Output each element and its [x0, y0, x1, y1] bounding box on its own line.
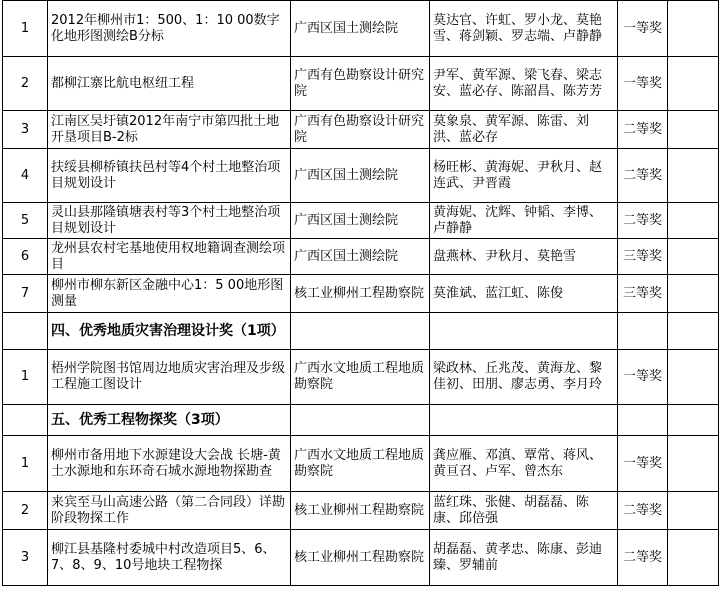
extra-cell [668, 530, 719, 586]
index-cell: 2 [3, 57, 48, 111]
grade-cell: 一等奖 [618, 1, 668, 57]
unit-cell: 广西有色勘察设计研究院 [291, 111, 430, 149]
extra-cell [668, 492, 719, 530]
project-name-cell: 都柳江寨比航电枢纽工程 [48, 57, 291, 111]
project-name-cell: 灵山县那隆镇塘表村等3个村土地整治项目规划设计 [48, 203, 291, 239]
index-cell [3, 313, 48, 350]
extra-cell [668, 149, 719, 203]
table-row [3, 492, 719, 530]
unit-cell: 广西有色勘察设计研究院 [291, 57, 430, 111]
grade-cell: 二等奖 [618, 530, 668, 586]
section-header-row [3, 405, 719, 436]
project-name-cell: 柳州市备用地下水源建设大会战 长塘-黄土水源地和东环奇石城水源地物探勘查 [48, 436, 291, 492]
people-cell: 黄海妮、沈辉、钟韬、李博、卢静静 [430, 203, 618, 239]
table-row [3, 275, 719, 313]
unit-cell: 核工业柳州工程勘察院 [291, 275, 430, 313]
extra-cell [668, 350, 719, 405]
people-cell: 尹军、黄军源、梁飞春、梁志安、蓝必存、陈韶昌、陈芳芳 [430, 57, 618, 111]
extra-cell [668, 1, 719, 57]
extra-cell [668, 275, 719, 313]
index-cell: 3 [3, 111, 48, 149]
people-cell [430, 313, 618, 350]
extra-cell [668, 57, 719, 111]
index-cell: 6 [3, 239, 48, 275]
index-cell: 3 [3, 530, 48, 586]
extra-cell [668, 239, 719, 275]
unit-cell [291, 313, 430, 350]
unit-cell [291, 405, 430, 436]
table-row [3, 530, 719, 586]
people-cell: 莫达官、许虹、罗小龙、莫艳雪、蒋剑颖、罗志端、卢静静 [430, 1, 618, 57]
unit-cell: 广西水文地质工程地质勘察院 [291, 436, 430, 492]
extra-cell [668, 203, 719, 239]
grade-cell: 三等奖 [618, 239, 668, 275]
unit-cell: 广西区国土测绘院 [291, 203, 430, 239]
grade-cell: 二等奖 [618, 203, 668, 239]
grade-cell: 二等奖 [618, 492, 668, 530]
project-name-cell: 梧州学院图书馆周边地质灾害治理及步级工程施工图设计 [48, 350, 291, 405]
unit-cell: 广西区国土测绘院 [291, 239, 430, 275]
table-row [3, 203, 719, 239]
unit-cell: 核工业柳州工程勘察院 [291, 530, 430, 586]
people-cell: 胡磊磊、黄孝忠、陈康、彭迪臻、罗辅前 [430, 530, 618, 586]
table-row [3, 111, 719, 149]
grade-cell [618, 405, 668, 436]
section-title: 五、优秀工程物探奖（3项） [48, 405, 291, 436]
table-row [3, 149, 719, 203]
table-row [3, 1, 719, 57]
people-cell: 梁政林、丘兆茂、黄海龙、黎佳初、田朋、廖志勇、李月玲 [430, 350, 618, 405]
section-title: 四、优秀地质灾害治理设计奖（1项） [48, 313, 291, 350]
unit-cell: 广西区国土测绘院 [291, 1, 430, 57]
grade-cell: 二等奖 [618, 111, 668, 149]
grade-cell: 一等奖 [618, 350, 668, 405]
index-cell: 4 [3, 149, 48, 203]
project-name-cell: 柳江县基隆村委城中村改造项目5、6、7、8、9、10号地块工程物探 [48, 530, 291, 586]
index-cell: 7 [3, 275, 48, 313]
extra-cell [668, 111, 719, 149]
section-header-row [3, 313, 719, 350]
project-name-cell: 江南区吴圩镇2012年南宁市第四批土地开垦项目B-2标 [48, 111, 291, 149]
extra-cell [668, 405, 719, 436]
index-cell: 2 [3, 492, 48, 530]
unit-cell: 核工业柳州工程勘察院 [291, 492, 430, 530]
grade-cell: 二等奖 [618, 149, 668, 203]
extra-cell [668, 313, 719, 350]
unit-cell: 广西区国土测绘院 [291, 149, 430, 203]
people-cell: 蓝红珠、张健、胡磊磊、陈康、邱倍强 [430, 492, 618, 530]
index-cell: 1 [3, 436, 48, 492]
index-cell: 1 [3, 350, 48, 405]
people-cell: 龚应雁、邓滇、覃常、蒋风、黄亘召、卢军、曾杰东 [430, 436, 618, 492]
table-row [3, 436, 719, 492]
index-cell: 5 [3, 203, 48, 239]
awards-table [2, 0, 719, 586]
grade-cell: 三等奖 [618, 275, 668, 313]
grade-cell: 一等奖 [618, 436, 668, 492]
project-name-cell: 来宾至马山高速公路（第二合同段）详勘阶段物探工作 [48, 492, 291, 530]
project-name-cell: 柳州市柳东新区金融中心1：5 00地形图测量 [48, 275, 291, 313]
people-cell: 莫淮斌、蓝江虹、陈俊 [430, 275, 618, 313]
extra-cell [668, 436, 719, 492]
project-name-cell: 扶绥县柳桥镇扶邑村等4个村土地整治项目规划设计 [48, 149, 291, 203]
table-row [3, 57, 719, 111]
people-cell [430, 405, 618, 436]
index-cell [3, 405, 48, 436]
table-row [3, 239, 719, 275]
people-cell: 盘燕林、尹秋月、莫艳雪 [430, 239, 618, 275]
people-cell: 杨旺彬、黄海妮、尹秋月、赵连武、尹晋霞 [430, 149, 618, 203]
unit-cell: 广西水文地质工程地质勘察院 [291, 350, 430, 405]
people-cell: 莫象泉、黄军源、陈雷、刘洪、蓝必存 [430, 111, 618, 149]
project-name-cell: 2012年柳州市1：500、1：10 00数字化地形图测绘B分标 [48, 1, 291, 57]
table-row [3, 350, 719, 405]
grade-cell [618, 313, 668, 350]
awards-table-body [3, 1, 719, 586]
project-name-cell: 龙州县农村宅基地使用权地籍调查测绘项目 [48, 239, 291, 275]
index-cell: 1 [3, 1, 48, 57]
grade-cell: 一等奖 [618, 57, 668, 111]
